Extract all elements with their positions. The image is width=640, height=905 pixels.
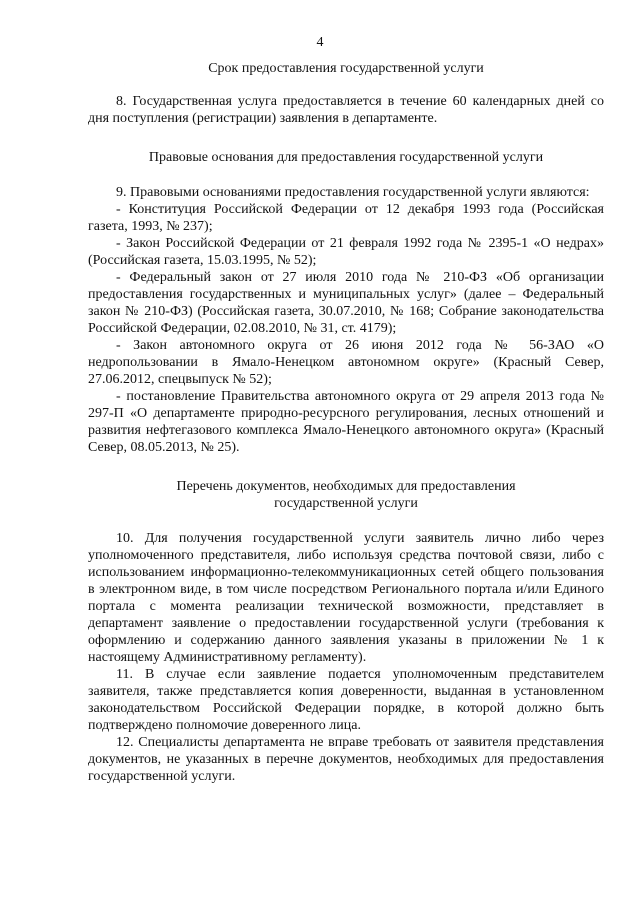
legal-item-constitution: - Конституция Российской Федерации от 12 декабря 1993 года (Российская газета, 1993, № 237); — [88, 202, 604, 234]
document-body — [88, 60, 604, 785]
heading-legal-basis: Правовые основания для предоставления государственной услуги — [148, 150, 544, 165]
legal-item-law-subsoil: - Закон Российской Федерации от 21 февраля 1992 года № 2395-1 «О недрах» (Российская газета, 15.03.1995, № 52); — [88, 236, 604, 268]
heading-documents-line2: государственной услуги — [274, 496, 418, 511]
legal-item-federal-law-210: - Федеральный закон от 27 июля 2010 года № 210-ФЗ «Об организации предоставления государственных и муниципальных услуг» (далее – Федеральный закон № 210-ФЗ) (Российская газета, 30.07.2010, № 168; Собрание законодательства Российской Федерации, 02.08.2010, № 31, ст. 4179); — [88, 270, 604, 336]
paragraph-10: 10. Для получения государственной услуги заявитель лично либо через уполномоченного представителя, либо используя средства почтовой связи, либо с использованием информационно-телекоммуникационных сетей общего пользования в электронном виде, в том числе посредством Регионального портала и/или Единого портала с момента реализации технической возможности, представляет в департамент заявление о предоставлении государственной услуги (требования к оформлению и содержанию данного заявления указаны в приложении № 1 к настоящему Административному регламенту). — [88, 531, 604, 665]
paragraph-11: 11. В случае если заявление подается уполномоченным представителем заявителя, также представляется копия доверенности, выданная в установленном законодательством Российской Федерации порядке, в которой должно быть подтверждено полномочие доверенного лица. — [88, 667, 604, 733]
heading-documents-line1: Перечень документов, необходимых для предоставления — [176, 479, 516, 494]
page-number: 4 — [316, 35, 324, 50]
paragraph-9: 9. Правовыми основаниями предоставления государственной услуги являются: — [116, 185, 590, 200]
paragraph-12: 12. Специалисты департамента не вправе требовать от заявителя представления документов, не указанных в перечне документов, необходимых для предоставления государственной услуги. — [88, 735, 604, 784]
legal-item-regional-law-56: - Закон автономного округа от 26 июня 2012 года № 56-ЗАО «О недропользовании в Ямало-Ненецком автономном округе» (Красный Север, 27.06.2012, спецвыпуск № 52); — [88, 338, 604, 387]
legal-item-resolution-297: - постановление Правительства автономного округа от 29 апреля 2013 года № 297-П «О департаменте природно-ресурсного регулирования, лесных отношений и развития нефтегазового комплекса Ямало-Ненецкого автономного округа» (Красный Север, 08.05.2013, № 25). — [88, 389, 604, 455]
heading-term: Срок предоставления государственной услуги — [208, 61, 484, 76]
paragraph-8: 8. Государственная услуга предоставляется в течение 60 календарных дней со дня поступления (регистрации) заявления в департаменте. — [88, 94, 604, 126]
